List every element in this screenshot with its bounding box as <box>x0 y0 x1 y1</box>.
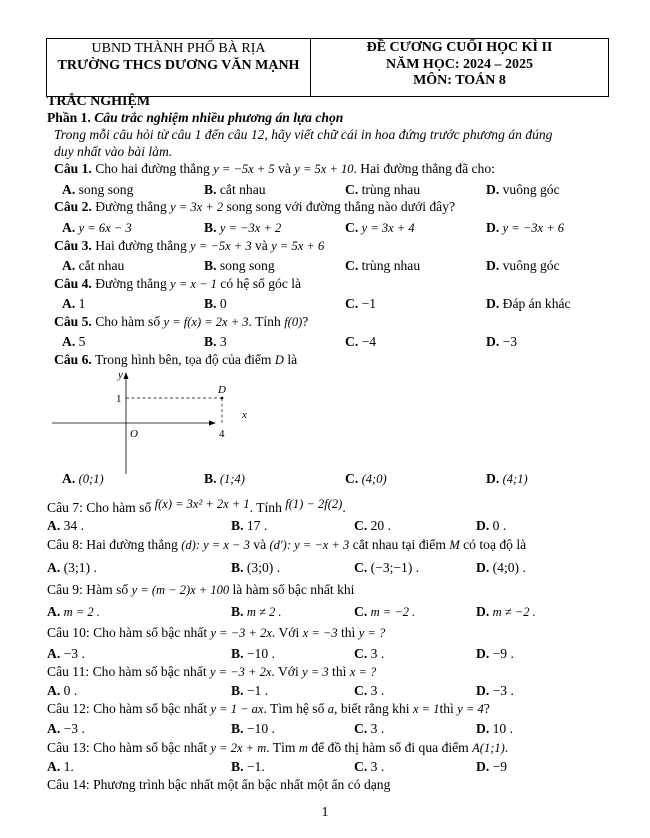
option-c <box>354 518 391 534</box>
question-label: Câu 14: <box>47 777 90 792</box>
option-d <box>486 258 560 274</box>
option-letter: A. <box>47 721 61 736</box>
option-letter: B. <box>231 518 244 533</box>
option-text: −10 . <box>246 646 275 661</box>
math-expression: M <box>449 538 460 552</box>
school-name: TRƯỜNG THCS DƯƠNG VĂN MẠNH <box>57 58 300 73</box>
question-text: Cho hàm số bậc nhất <box>92 664 207 679</box>
question-label: Câu 6. <box>54 352 92 367</box>
math-expression: a <box>327 702 335 716</box>
option-text: −4 <box>361 334 377 349</box>
option-d <box>476 646 514 662</box>
question-text: . <box>504 740 509 755</box>
math-expression: (d): y = x − 3 <box>181 538 250 552</box>
option-text: m = 2 . <box>63 605 100 619</box>
option-letter: C. <box>354 560 368 575</box>
option-text: 10 . <box>492 721 514 736</box>
option-b <box>231 759 265 775</box>
question-3 <box>54 238 324 254</box>
math-expression: y = 3x + 2 <box>170 200 224 214</box>
math-expression: y = 2x + m <box>210 741 267 755</box>
math-expression: D <box>274 353 284 367</box>
option-text: song song <box>219 258 275 273</box>
option-c <box>345 220 415 236</box>
option-c <box>345 471 387 487</box>
option-text: 5 <box>78 334 86 349</box>
option-letter: A. <box>62 334 76 349</box>
option-text: 3 . <box>370 646 385 661</box>
question-label: Câu 5. <box>54 314 92 329</box>
option-text: 3 . <box>370 759 385 774</box>
option-letter: B. <box>204 182 217 197</box>
part1-instruction-line2: duy nhất vào bài làm. <box>54 144 173 159</box>
option-d <box>476 518 506 534</box>
option-b <box>204 296 227 312</box>
question-text: thì <box>332 664 347 679</box>
option-letter: C. <box>354 759 368 774</box>
question-text: Đường thẳng <box>95 199 167 214</box>
option-c <box>354 604 415 620</box>
question-text: có hệ số góc là <box>220 276 302 291</box>
document-title: ĐỀ CƯƠNG CUỐI HỌC KÌ II <box>366 40 553 55</box>
math-expression: y = 1 − ax <box>210 702 264 716</box>
option-text: −3 . <box>492 683 514 698</box>
option-text: 1 <box>78 296 86 311</box>
question-label: Câu 10: <box>47 625 90 640</box>
question-label: Câu 4. <box>54 276 92 291</box>
option-d <box>486 296 571 312</box>
part1-heading <box>47 110 343 126</box>
question-12 <box>47 701 490 717</box>
option-b <box>231 560 280 576</box>
subject: MÔN: TOÁN 8 <box>413 73 506 88</box>
option-text: vuông góc <box>502 258 560 273</box>
option-text: (0;1) <box>78 472 104 486</box>
option-letter: D. <box>486 220 500 235</box>
question-text: là <box>287 352 298 367</box>
option-a <box>62 334 85 350</box>
option-c <box>354 759 384 775</box>
option-a <box>47 759 74 775</box>
option-c <box>354 646 384 662</box>
question-label: Câu 12: <box>47 701 90 716</box>
option-letter: D. <box>486 471 500 486</box>
question-text: ? <box>483 701 490 716</box>
question-14 <box>47 777 390 793</box>
question-text: là hàm số bậc nhất khi <box>232 582 355 597</box>
question-text: Cho hàm số bậc nhất <box>93 740 208 755</box>
option-text: (1;4) <box>219 472 245 486</box>
option-text: (3;1) . <box>63 560 97 575</box>
option-text: (3;0) . <box>246 560 281 575</box>
question-text: Phương trình bậc nhất một ẩn bậc nhất một ẩn có dạng <box>93 777 391 792</box>
option-letter: B. <box>204 296 217 311</box>
option-d <box>486 471 528 487</box>
question-text: . Với <box>271 625 300 640</box>
option-text: −1 <box>361 296 377 311</box>
option-d <box>486 182 560 198</box>
option-a <box>47 646 85 662</box>
math-expression: x = ? <box>349 665 377 679</box>
option-text: cắt nhau <box>78 258 125 273</box>
question-text: cắt nhau tại điểm <box>352 537 446 552</box>
option-b <box>231 646 275 662</box>
option-text: −9 <box>492 759 508 774</box>
option-text: 0 . <box>63 683 78 698</box>
option-letter: D. <box>476 683 490 698</box>
y-tick-label: 1 <box>116 393 122 405</box>
question-text: và <box>254 238 268 253</box>
option-text: y = 6x − 3 <box>78 221 132 235</box>
option-text: −10 . <box>246 721 275 736</box>
question-text: ? <box>302 314 309 329</box>
option-c <box>345 296 376 312</box>
origin-label: O <box>130 428 138 440</box>
option-d <box>476 604 536 620</box>
section-title: TRẮC NGHIỆM <box>47 94 151 109</box>
math-expression: y = x − 1 <box>170 277 217 291</box>
math-expression: y = 3 <box>302 665 329 679</box>
question-text: Hai đường thẳng <box>95 238 187 253</box>
question-text: thì <box>439 701 454 716</box>
question-text: . <box>342 500 346 515</box>
option-text: −3 . <box>63 721 85 736</box>
question-10 <box>47 625 385 641</box>
option-b <box>204 182 266 198</box>
question-13 <box>47 740 508 756</box>
question-text: Cho hàm số <box>95 314 161 329</box>
page-number: 1 <box>321 805 329 820</box>
option-b <box>231 683 268 699</box>
question-text: . Tìm <box>266 740 296 755</box>
option-letter: B. <box>231 759 244 774</box>
question-text: , biết rằng khi <box>334 701 410 716</box>
option-a <box>47 721 85 737</box>
header-table <box>46 38 609 97</box>
option-text: −9 . <box>492 646 514 661</box>
option-letter: B. <box>231 721 244 736</box>
option-text: 0 . <box>492 518 507 533</box>
x-axis-arrow <box>209 421 216 426</box>
option-letter: B. <box>231 646 244 661</box>
option-text: y = −3x + 2 <box>219 221 282 235</box>
option-text: cắt nhau <box>219 182 266 197</box>
math-expression: A(1;1) <box>472 741 505 755</box>
option-text: m ≠ 2 . <box>246 605 282 619</box>
option-letter: B. <box>204 220 217 235</box>
option-letter: B. <box>231 683 244 698</box>
option-letter: D. <box>476 518 490 533</box>
question-text: và <box>278 161 291 176</box>
question-text: . Hai đường thẳng đã cho: <box>353 161 495 176</box>
option-b <box>204 220 281 236</box>
option-letter: A. <box>62 182 76 197</box>
question-text: có toạ độ là <box>463 537 527 552</box>
question-7 <box>47 497 346 516</box>
question-text: . Tính <box>248 314 281 329</box>
math-expression: y = −5x + 3 <box>190 239 252 253</box>
option-c <box>345 334 376 350</box>
math-expression: y = −3 + 2x <box>210 626 272 640</box>
option-text: −1 . <box>246 683 269 698</box>
question-label: Câu 3. <box>54 238 92 253</box>
option-a <box>62 296 85 312</box>
option-letter: D. <box>476 646 490 661</box>
option-a <box>62 471 104 487</box>
option-b <box>204 258 275 274</box>
option-letter: D. <box>486 296 500 311</box>
option-b <box>231 721 275 737</box>
option-text: 1. <box>63 759 74 774</box>
y-axis-arrow <box>124 372 129 379</box>
option-b <box>231 518 267 534</box>
part1-instruction-line1: Trong mỗi câu hỏi từ câu 1 đến câu 12, hãy viết chữ cái in hoa đứng trước phương án đúng <box>54 127 553 142</box>
x-axis-label: x <box>242 409 247 421</box>
option-letter: A. <box>62 220 76 235</box>
option-text: 20 . <box>370 518 392 533</box>
option-letter: B. <box>204 258 217 273</box>
option-letter: D. <box>476 721 490 736</box>
option-a <box>47 518 84 534</box>
option-text: 0 <box>219 296 227 311</box>
option-a <box>47 560 97 576</box>
option-letter: A. <box>62 258 76 273</box>
math-expression: f(1) − 2f(2) <box>285 497 343 511</box>
math-expression: y = ? <box>358 626 386 640</box>
option-text: 3 . <box>370 721 385 736</box>
option-letter: D. <box>476 759 490 774</box>
option-text: (4;1) <box>502 472 528 486</box>
question-label: Câu 9: <box>47 582 83 597</box>
option-letter: C. <box>345 220 359 235</box>
option-letter: C. <box>345 182 359 197</box>
option-text: trùng nhau <box>361 258 421 273</box>
option-letter: C. <box>345 471 359 486</box>
question-9 <box>47 582 354 598</box>
question-2 <box>54 199 455 215</box>
question-label: Câu 11: <box>47 664 90 679</box>
question-label: Câu 7: <box>47 500 83 515</box>
option-text: 34 . <box>63 518 85 533</box>
question-label: Câu 8: <box>47 537 83 552</box>
option-d <box>486 220 564 236</box>
question-text: song song với đường thẳng nào dưới đây? <box>226 199 456 214</box>
math-expression: y = f(x) = 2x + 3 <box>163 315 249 329</box>
coordinate-figure <box>50 366 250 476</box>
option-letter: A. <box>62 471 76 486</box>
option-letter: A. <box>62 296 76 311</box>
option-c <box>354 560 419 576</box>
question-label: Câu 2. <box>54 199 92 214</box>
option-a <box>47 604 100 620</box>
option-d <box>476 721 513 737</box>
option-letter: D. <box>476 560 490 575</box>
question-text: Cho hàm số <box>86 500 152 515</box>
question-11 <box>47 664 376 680</box>
option-letter: C. <box>345 258 359 273</box>
math-expression: f(0) <box>284 315 303 329</box>
question-text: . Tìm hệ số <box>263 701 325 716</box>
option-text: −1. <box>246 759 265 774</box>
question-text: Cho hàm số bậc nhất <box>93 625 208 640</box>
option-letter: A. <box>47 604 61 619</box>
question-text: . Với <box>271 664 299 679</box>
header-right-cell <box>311 39 608 96</box>
option-c <box>354 683 384 699</box>
option-letter: B. <box>231 560 244 575</box>
option-letter: C. <box>345 296 359 311</box>
option-text: y = 3x + 4 <box>361 221 415 235</box>
option-letter: A. <box>47 646 61 661</box>
question-text: và <box>253 537 267 552</box>
option-text: −3 . <box>63 646 85 661</box>
option-text: (−3;−1) . <box>370 560 420 575</box>
question-1 <box>54 161 495 177</box>
option-letter: D. <box>486 334 500 349</box>
math-expression: y = 5x + 10 <box>294 162 354 176</box>
option-b <box>204 471 245 487</box>
question-text: . Tính <box>249 500 282 515</box>
part1-label: Phần 1. <box>47 110 91 125</box>
question-text: Hai đường thẳng <box>86 537 178 552</box>
option-letter: B. <box>204 334 217 349</box>
option-c <box>354 721 384 737</box>
question-text: để đồ thị hàm số đi qua điểm <box>311 740 469 755</box>
option-letter: D. <box>486 182 500 197</box>
option-a <box>62 258 124 274</box>
option-text: −3 <box>502 334 518 349</box>
option-text: m = −2 . <box>370 605 416 619</box>
option-text: y = −3x + 6 <box>502 221 565 235</box>
option-letter: C. <box>354 604 368 619</box>
option-letter: A. <box>47 759 61 774</box>
question-text: Hàm số <box>86 582 129 597</box>
option-text: 3 . <box>370 683 385 698</box>
question-text: Đường thẳng <box>95 276 167 291</box>
math-expression: x = 1 <box>412 702 440 716</box>
math-expression: (d′): y = −x + 3 <box>269 538 350 552</box>
math-expression: y = −5x + 5 <box>213 162 275 176</box>
option-a <box>47 683 77 699</box>
option-text: Đáp án khác <box>502 296 571 311</box>
point-d-label: D <box>218 384 226 396</box>
option-d <box>476 759 507 775</box>
part1-title: Câu trắc nghiệm nhiều phương án lựa chọn <box>94 110 344 125</box>
option-text: vuông góc <box>502 182 560 197</box>
option-c <box>345 258 420 274</box>
question-8 <box>47 537 526 553</box>
math-expression: x = −3 <box>302 626 338 640</box>
question-text: Cho hàm số bậc nhất <box>93 701 208 716</box>
option-b <box>204 334 227 350</box>
question-text: Trong hình bên, tọa độ của điểm <box>94 352 272 367</box>
math-expression: m <box>298 741 308 755</box>
question-5 <box>54 314 308 330</box>
option-letter: A. <box>47 683 61 698</box>
option-letter: D. <box>486 258 500 273</box>
question-label: Câu 1. <box>54 161 92 176</box>
option-letter: B. <box>204 471 217 486</box>
math-expression: f(x) = 3x² + 2x + 1 <box>154 497 250 511</box>
option-d <box>476 560 526 576</box>
option-letter: C. <box>354 646 368 661</box>
option-letter: A. <box>47 518 61 533</box>
option-letter: B. <box>231 604 244 619</box>
option-text: (4;0) . <box>492 560 526 575</box>
option-text: trùng nhau <box>361 182 421 197</box>
option-letter: C. <box>345 334 359 349</box>
school-year: NĂM HỌC: 2024 – 2025 <box>386 56 533 72</box>
question-text: Cho hai đường thẳng <box>95 161 210 176</box>
option-text: (4;0) <box>361 472 387 486</box>
point-d <box>221 397 224 400</box>
option-letter: D. <box>476 604 490 619</box>
option-letter: C. <box>354 721 368 736</box>
math-expression: y = (m − 2)x + 100 <box>131 583 230 597</box>
option-a <box>62 220 132 236</box>
authority-name: UBND THÀNH PHỐ BÀ RỊA <box>91 41 266 56</box>
option-a <box>62 182 133 198</box>
x-tick-label: 4 <box>219 428 225 440</box>
option-d <box>486 334 517 350</box>
math-expression: y = 4 <box>457 702 484 716</box>
question-4 <box>54 276 301 292</box>
option-letter: A. <box>47 560 61 575</box>
y-axis-label: y <box>118 369 123 381</box>
math-expression: y = 5x + 6 <box>271 239 325 253</box>
option-text: 17 . <box>246 518 268 533</box>
option-c <box>345 182 420 198</box>
option-letter: C. <box>354 518 368 533</box>
math-expression: y = −3 + 2x <box>210 665 272 679</box>
option-b <box>231 604 282 620</box>
option-d <box>476 683 514 699</box>
header-left-cell <box>47 39 311 96</box>
option-text: 3 <box>219 334 227 349</box>
question-text: thì <box>340 625 356 640</box>
question-label: Câu 13: <box>47 740 90 755</box>
option-text: song song <box>78 182 134 197</box>
option-letter: C. <box>354 683 368 698</box>
option-text: m ≠ −2 . <box>492 605 536 619</box>
